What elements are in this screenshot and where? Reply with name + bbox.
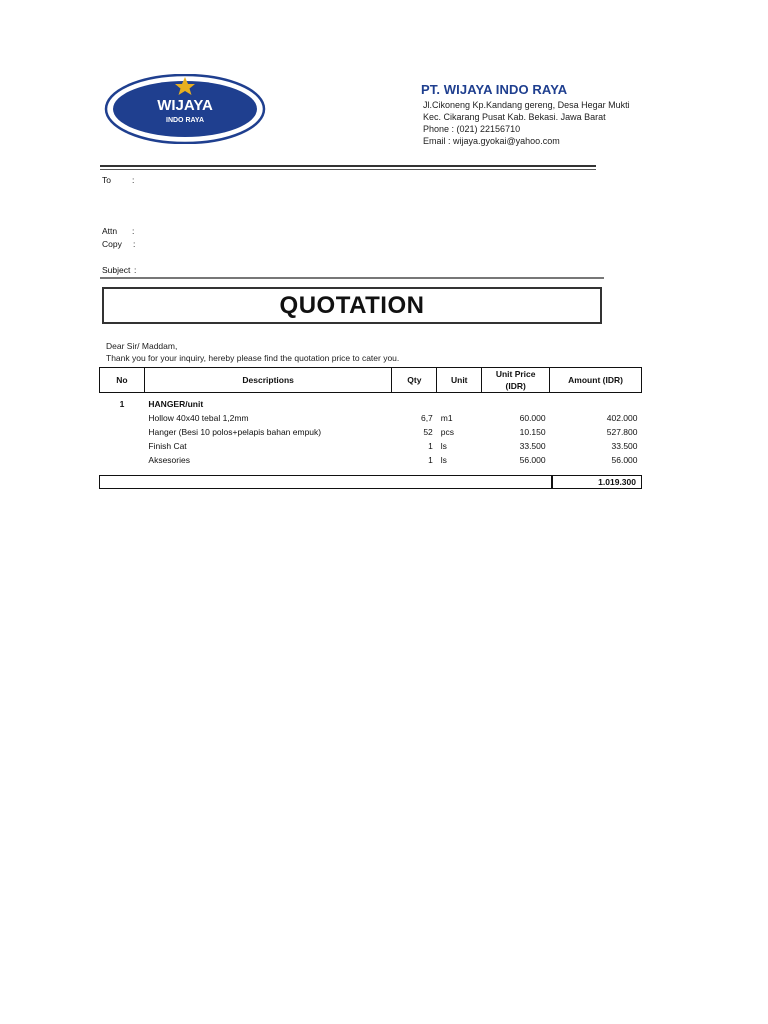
col-header-qty: Qty bbox=[392, 368, 437, 393]
unit-price-label: Unit Price bbox=[495, 369, 536, 379]
total-row bbox=[99, 475, 642, 489]
table-row bbox=[100, 411, 642, 425]
item-unit: pcs bbox=[440, 427, 455, 437]
col-header-no: No bbox=[100, 368, 145, 393]
logo-sub-text: INDO RAYA bbox=[166, 117, 204, 124]
group-no: 1 bbox=[119, 399, 125, 409]
unit-price-currency: (IDR) bbox=[505, 381, 526, 391]
total-separator bbox=[551, 476, 553, 488]
item-desc: Hollow 40x40 tebal 1,2mm bbox=[148, 413, 249, 423]
attn-label: Attn bbox=[102, 226, 118, 236]
address-line-2: Kec. Cikarang Pusat Kab. Bekasi. Jawa Barat bbox=[423, 112, 606, 122]
total-amount: 1.019.300 bbox=[598, 477, 636, 487]
item-amount: 402.000 bbox=[606, 413, 638, 423]
item-desc: Hanger (Besi 10 polos+pelapis bahan empuk) bbox=[148, 427, 322, 437]
copy-label: Copy bbox=[102, 239, 122, 249]
item-unit: m1 bbox=[440, 413, 453, 423]
item-price: 33.500 bbox=[519, 441, 546, 451]
email-text: Email : wijaya.gyokai@yahoo.com bbox=[423, 136, 560, 146]
item-price: 60.000 bbox=[519, 413, 546, 423]
table-row bbox=[100, 439, 642, 453]
table-row bbox=[100, 453, 642, 467]
quotation-title-box bbox=[102, 287, 602, 324]
company-logo bbox=[104, 74, 266, 144]
item-price: 56.000 bbox=[519, 455, 546, 465]
letter-body-text: Thank you for your inquiry, hereby please find the quotation price to cater you. bbox=[106, 353, 400, 363]
quotation-table bbox=[99, 367, 642, 467]
subject-label: Subject bbox=[102, 265, 131, 275]
item-unit: ls bbox=[440, 441, 447, 451]
group-desc: HANGER/unit bbox=[148, 399, 204, 409]
item-qty: 52 bbox=[423, 427, 433, 437]
to-label: To bbox=[102, 175, 111, 185]
logo-main-text: WIJAYA bbox=[157, 97, 213, 114]
subject-divider bbox=[100, 277, 604, 279]
attn-colon: : bbox=[132, 226, 135, 236]
item-price: 10.150 bbox=[519, 427, 546, 437]
item-amount: 33.500 bbox=[611, 441, 638, 451]
to-colon: : bbox=[132, 175, 135, 185]
col-header-unit: Unit bbox=[437, 368, 482, 393]
company-name: PT. WIJAYA INDO RAYA bbox=[421, 82, 568, 97]
col-header-amount: Amount (IDR) bbox=[550, 368, 642, 393]
table-row bbox=[100, 425, 642, 439]
quotation-title: QUOTATION bbox=[279, 291, 425, 319]
header-divider bbox=[100, 165, 596, 167]
item-amount: 527.800 bbox=[606, 427, 638, 437]
item-qty: 6,7 bbox=[420, 413, 433, 423]
greeting-text: Dear Sir/ Maddam, bbox=[106, 341, 178, 351]
group-row bbox=[100, 393, 642, 412]
table-header-row bbox=[100, 368, 642, 393]
subject-colon: : bbox=[134, 265, 137, 275]
address-line-1: Jl.Cikoneng Kp.Kandang gereng, Desa Hegar Mukti bbox=[423, 100, 630, 110]
item-desc: Finish Cat bbox=[148, 441, 187, 451]
col-header-unit-price bbox=[482, 368, 550, 393]
header-divider-thin bbox=[100, 169, 596, 170]
col-header-descriptions: Descriptions bbox=[144, 368, 391, 393]
item-qty: 1 bbox=[428, 455, 433, 465]
item-desc: Aksesories bbox=[148, 455, 190, 465]
item-qty: 1 bbox=[428, 441, 433, 451]
copy-colon: : bbox=[133, 239, 136, 249]
item-amount: 56.000 bbox=[611, 455, 638, 465]
phone-text: Phone : (021) 22156710 bbox=[423, 124, 521, 134]
item-unit: ls bbox=[440, 455, 447, 465]
